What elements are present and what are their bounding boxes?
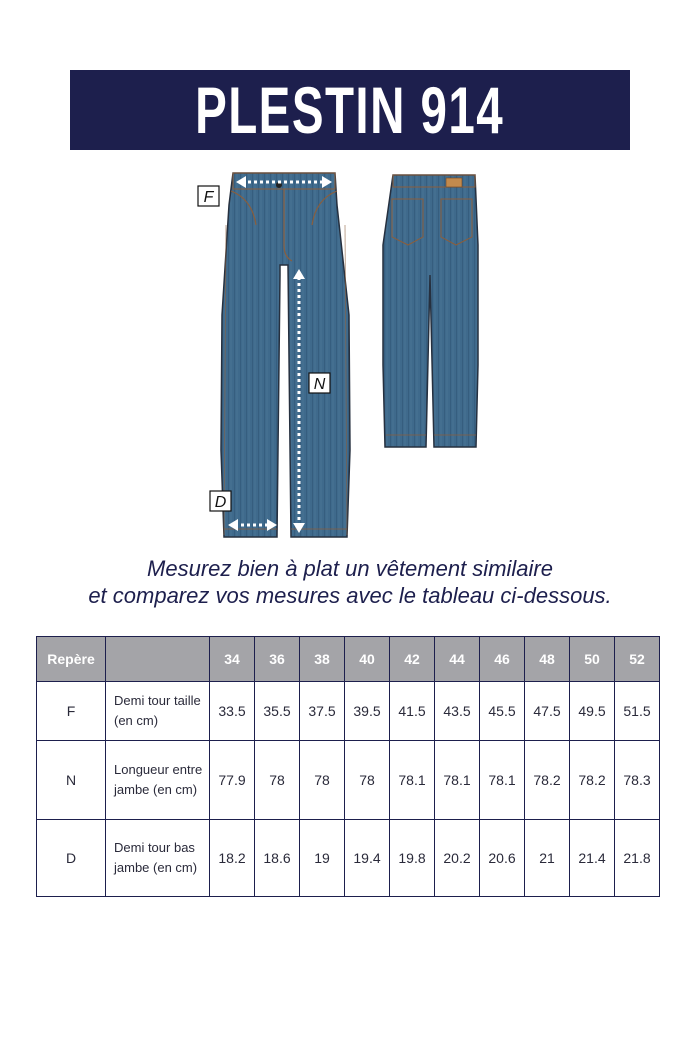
svg-text:F: F [203, 189, 214, 206]
table-cell: 18.6 [255, 820, 300, 897]
header-description [106, 637, 210, 682]
table-cell: 19.8 [390, 820, 435, 897]
table-cell: 78.2 [570, 741, 615, 820]
header-size: 34 [210, 637, 255, 682]
table-cell: 21 [525, 820, 570, 897]
jeans-front-icon [221, 173, 350, 537]
table-cell: 78.1 [480, 741, 525, 820]
table-cell: 51.5 [615, 682, 660, 741]
table-cell: 37.5 [300, 682, 345, 741]
table-cell: 78.2 [525, 741, 570, 820]
header-size: 42 [390, 637, 435, 682]
table-cell: 45.5 [480, 682, 525, 741]
table-header-row [37, 637, 660, 682]
title-banner [70, 70, 630, 150]
header-size: 46 [480, 637, 525, 682]
table-row [37, 741, 660, 820]
row-description: Longueur entre jambe (en cm) [106, 741, 210, 820]
svg-text:N: N [313, 376, 326, 393]
table-row [37, 682, 660, 741]
table-cell: 21.4 [570, 820, 615, 897]
row-description: Demi tour bas jambe (en cm) [106, 820, 210, 897]
row-key: D [37, 820, 106, 897]
size-table [36, 636, 660, 897]
header-size: 52 [615, 637, 660, 682]
row-key: N [37, 741, 106, 820]
table-cell: 18.2 [210, 820, 255, 897]
svg-text:D: D [214, 494, 227, 511]
jeans-back-icon [383, 175, 478, 447]
row-key: F [37, 682, 106, 741]
header-repere: Repère [37, 637, 106, 682]
table-cell: 19 [300, 820, 345, 897]
table-cell: 77.9 [210, 741, 255, 820]
table-cell: 78 [255, 741, 300, 820]
table-row [37, 820, 660, 897]
instructions-line-2: et comparez vos mesures avec le tableau ci-dessous. [88, 583, 612, 608]
marker-n [309, 373, 330, 393]
table-cell: 19.4 [345, 820, 390, 897]
page-title: PLESTIN 914 [195, 73, 505, 147]
table-cell: 78 [300, 741, 345, 820]
table-cell: 39.5 [345, 682, 390, 741]
header-size: 38 [300, 637, 345, 682]
header-size: 48 [525, 637, 570, 682]
table-cell: 78.3 [615, 741, 660, 820]
marker-f [198, 186, 219, 206]
table-cell: 20.2 [435, 820, 480, 897]
table-cell: 47.5 [525, 682, 570, 741]
table-cell: 20.6 [480, 820, 525, 897]
jeans-figure [0, 165, 700, 550]
table-cell: 49.5 [570, 682, 615, 741]
instructions-line-1: Mesurez bien à plat un vêtement similaire [147, 556, 553, 581]
row-description: Demi tour taille (en cm) [106, 682, 210, 741]
header-size: 50 [570, 637, 615, 682]
table-cell: 78.1 [390, 741, 435, 820]
header-size: 44 [435, 637, 480, 682]
marker-d [210, 491, 231, 511]
table-cell: 33.5 [210, 682, 255, 741]
header-size: 40 [345, 637, 390, 682]
header-size: 36 [255, 637, 300, 682]
table-cell: 43.5 [435, 682, 480, 741]
instructions [0, 555, 700, 609]
table-cell: 21.8 [615, 820, 660, 897]
table-cell: 78.1 [435, 741, 480, 820]
table-cell: 41.5 [390, 682, 435, 741]
table-cell: 35.5 [255, 682, 300, 741]
table-cell: 78 [345, 741, 390, 820]
